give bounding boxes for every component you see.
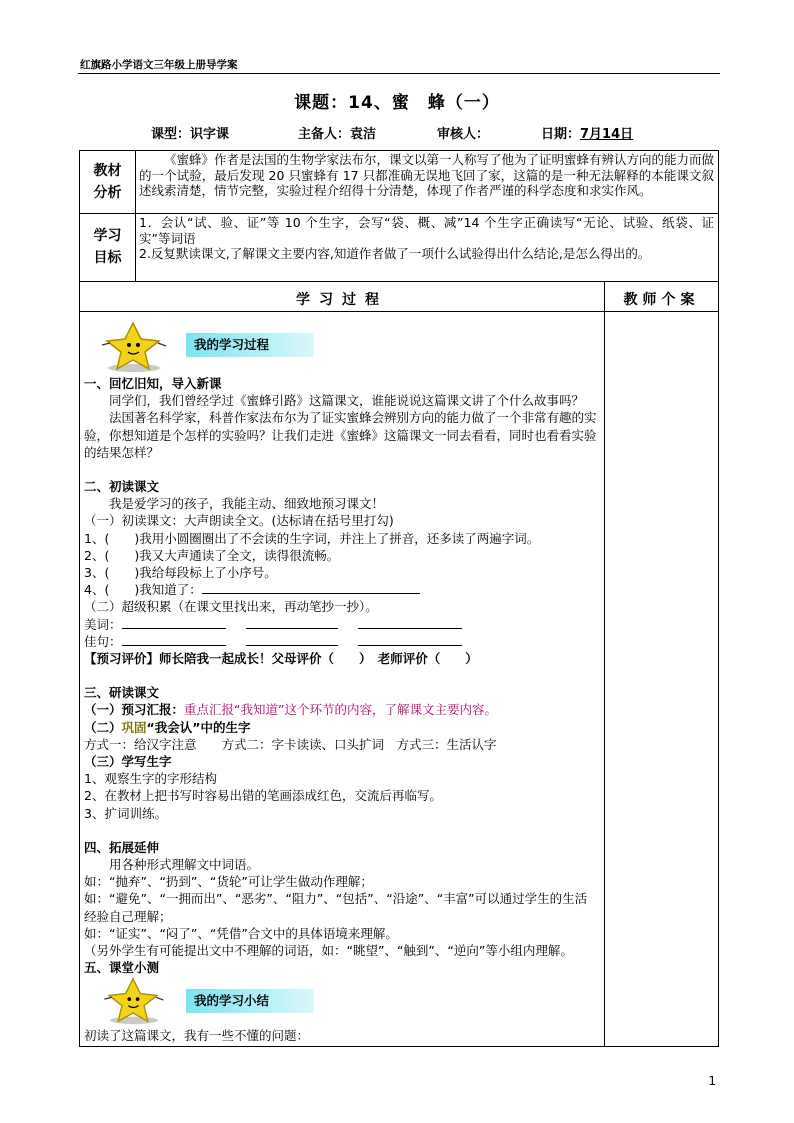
date xyxy=(541,123,633,142)
write-item: 1、观察生字的字形结构 xyxy=(84,771,217,787)
section-4-line: 如：“抛弃”、“扔到”、“货轮”可让学生做动作理解； xyxy=(84,874,373,890)
row-divider xyxy=(80,281,718,282)
checklist-item: 3、( )我给每段标上了小序号。 xyxy=(84,565,277,581)
analysis-text: 《蜜蜂》作者是法国的生物学家法布尔，课文以第一人称写了他为了证明蜜蜂有辨认方向的能力而做的一个试验，最后发现 20 只蜜蜂有 17 只都准确无误地飞回了家，这篇的是一种无法解释的本能课文叙述线索清楚，情节完整，实验过程介绍得十分清楚，体现了作者严谨的科学态度和求实作风。 xyxy=(139,152,715,198)
goal-item: 1．会认“试、验、证”等 10 个生字，会写“袋、概、减”14 个生字正确读写“无论、试验、纸袋、证实”等词语 xyxy=(139,215,714,246)
sentences-line: 佳句： xyxy=(84,633,599,650)
learning-process xyxy=(84,321,599,1044)
process-column-header: 学习过程 xyxy=(296,292,388,308)
section-1-paragraph: 同学们，我们曾经学过《蜜蜂引路》这篇课文，谁能说说这篇课文讲了个什么故事吗？ xyxy=(109,393,585,409)
teacher-column-divider xyxy=(604,281,605,1046)
write-item: 3、扩词训练。 xyxy=(84,805,167,821)
answer-blank[interactable] xyxy=(122,633,226,646)
checklist-item: 1、( )我用小圆圈圈出了不会读的生字词，并注上了拼音，还多读了两遍字词。 xyxy=(84,530,540,546)
section-3-heading: 三、研读课文 xyxy=(84,685,160,701)
section-4-line: （另外学生有可能提出文中不理解的词语，如：“眺望”、“触到”、“逆向”等小组内理解。 xyxy=(84,943,573,959)
section-4-line: 如：“证实”、“闷了”、“凭借”合文中的具体语境来理解。 xyxy=(84,925,398,941)
report-line: （一）预习汇报：重点汇报“我知道”这个环节的内容，了解课文主要内容。 xyxy=(84,702,497,718)
section-5-heading: 五、课堂小测 xyxy=(84,960,160,976)
label-column-divider xyxy=(135,151,136,281)
section-2-heading: 二、初读课文 xyxy=(84,479,160,495)
checklist-item: 2、( )我又大声通读了全文，读得很流畅。 xyxy=(84,547,340,563)
goals-label: 学习 目标 xyxy=(93,228,122,266)
banner-learning-summary xyxy=(84,977,599,1025)
date-label: 日期： xyxy=(541,127,581,142)
answer-blank[interactable] xyxy=(358,633,462,646)
lesson-type: 课型：识字课 xyxy=(151,127,230,142)
goal-item: 2.反复默读课文,了解课文主要内容,知道作者做了一项什么试验得出什么结论,是怎么得出的。 xyxy=(139,246,651,261)
section-4-heading: 四、拓展延伸 xyxy=(84,839,160,855)
date-value: 7月14日 xyxy=(580,127,634,142)
section-1-paragraph: 法国著名科学家，科普作家法布尔为了证实蜜蜂会辨别方向的能力做了一个非常有趣的实验，你想知道是个怎样的实验吗？让我们走进《蜜蜂》这篇课文一同去看看，同时也看看实验的结果怎样？ xyxy=(84,410,597,460)
section-4-line: 如：“避免”、“一拥而出”、“恶劣”、“阻力”、“包括”、“沿途”、“丰富”可以通过学生的生活经验自己理解； xyxy=(84,891,588,924)
page-header: 红旗路小学语文三年级上册导学案 xyxy=(80,59,238,71)
section-1-heading: 一、回忆旧知，导入新课 xyxy=(84,376,222,391)
section-2-sub1: （一）初读课文：大声朗读全文。(达标请在括号里打勾) xyxy=(84,513,394,529)
star-mascot-icon xyxy=(98,977,168,1025)
banner-label: 我的学习过程 xyxy=(186,333,314,357)
section-2-intro: 我是爱学习的孩子，我能主动、细致地预习课文！ xyxy=(109,496,385,512)
section-4-intro: 用各种形式理解文中词语。 xyxy=(109,857,260,873)
write-item: 2、在教材上把书写时容易出错的笔画添成红色，交流后再临写。 xyxy=(84,788,442,804)
goals-text xyxy=(139,215,714,262)
answer-blank[interactable] xyxy=(358,616,462,629)
methods-line: 方式一：给汉字注意 方式二：字卡读读、口头扩词 方式三：生活认字 xyxy=(84,736,497,752)
write-heading: （三）学写生字 xyxy=(84,754,172,770)
final-prompt: 初读了这篇课文，我有一些不懂的问题： xyxy=(84,1027,310,1043)
row-divider xyxy=(80,213,718,214)
consolidate-line: （二）巩固“我会认”中的生字 xyxy=(84,719,251,735)
lesson-table xyxy=(79,150,719,1047)
preview-evaluation: 【预习评价】师长陪我一起成长！父母评价（ ） 老师评价（ ） xyxy=(84,651,478,667)
answer-blank[interactable] xyxy=(246,616,338,629)
checklist-item: 4、( )我知道了： xyxy=(84,581,599,598)
analysis-label: 教材 分析 xyxy=(93,163,122,201)
header-rule xyxy=(78,73,720,74)
answer-blank[interactable] xyxy=(246,633,338,646)
words-line: 美词： xyxy=(84,616,599,633)
star-mascot-icon xyxy=(98,321,168,373)
answer-blank[interactable] xyxy=(202,581,420,594)
section-2-sub2: （二）超级积累（在课文里找出来，再动笔抄一抄）。 xyxy=(84,599,378,615)
banner-label: 我的学习小结 xyxy=(186,989,314,1013)
lesson-title: 课题：14、蜜 蜂（一） xyxy=(294,93,500,113)
preparer: 主备人：袁洁 xyxy=(298,127,377,142)
teacher-column-header: 教师个案 xyxy=(623,292,700,308)
banner-learning-process xyxy=(84,321,599,373)
page-number: 1 xyxy=(708,1074,716,1088)
answer-blank[interactable] xyxy=(122,616,226,629)
reviewer: 审核人： xyxy=(437,127,490,142)
